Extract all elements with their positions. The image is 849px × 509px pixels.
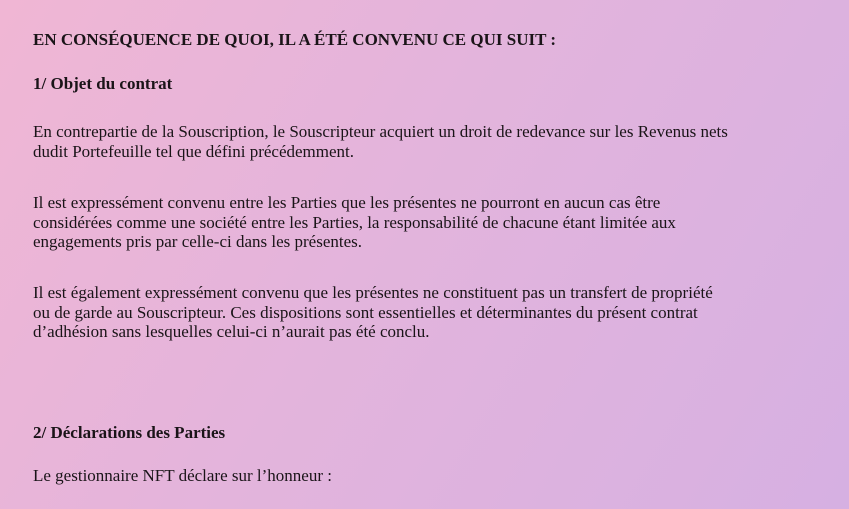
paragraph-contrepartie: En contrepartie de la Souscription, le Souscripteur acquiert un droit de redevance sur les Revenus nets dudit Portefeuille tel que défini précédemment. bbox=[33, 122, 728, 161]
section-title-objet-du-contrat: 1/ Objet du contrat bbox=[33, 74, 173, 93]
main-heading: EN CONSÉQUENCE DE QUOI, IL A ÉTÉ CONVENU CE QUI SUIT : bbox=[33, 30, 557, 49]
paragraph-pas-de-societe: Il est expressément convenu entre les Parties que les présentes ne pourront en aucun cas être considérées comme une société entre les Parties, la responsabilité de chacune étant limitée aux engagements pris par celle-ci dans les présentes. bbox=[33, 193, 676, 251]
paragraph-pas-de-transfert: Il est également expressément convenu que les présentes ne constituent pas un transfert de propriété ou de garde au Souscripteur. Ces dispositions sont essentielles et déterminantes du présent contrat d’adhésion sans lesquelles celui-ci n’aurait pas été conclu. bbox=[33, 283, 713, 341]
section-title-declarations: 2/ Déclarations des Parties bbox=[33, 423, 226, 442]
paragraph-gestionnaire-declare: Le gestionnaire NFT déclare sur l’honneur : bbox=[33, 466, 332, 485]
